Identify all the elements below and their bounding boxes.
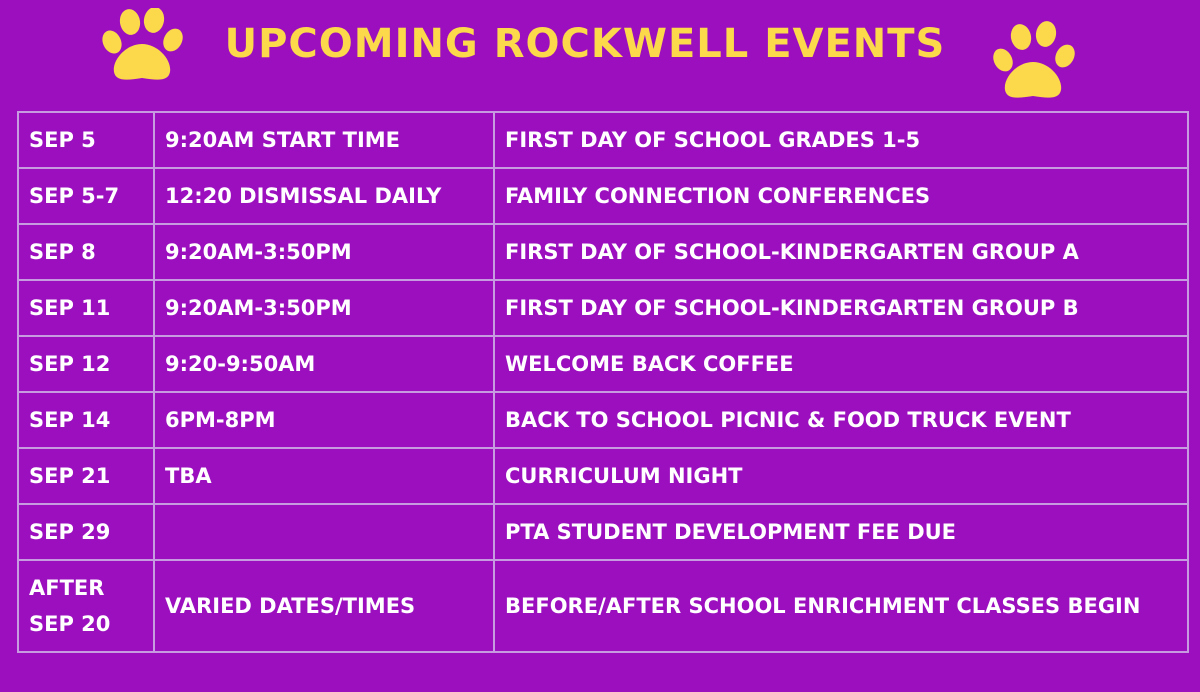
event-time: 12:20 DISMISSAL DAILY: [154, 168, 494, 224]
table-row: [18, 448, 1188, 504]
event-time: 6PM-8PM: [154, 392, 494, 448]
table-row: [18, 560, 1188, 652]
event-date: SEP 12: [18, 336, 154, 392]
header: [0, 0, 1200, 108]
event-description: FAMILY CONNECTION CONFERENCES: [494, 168, 1188, 224]
table-row: [18, 280, 1188, 336]
table-row: [18, 224, 1188, 280]
page-title: UPCOMING ROCKWELL EVENTS: [224, 21, 946, 67]
event-date: SEP 11: [18, 280, 154, 336]
event-description: PTA STUDENT DEVELOPMENT FEE DUE: [494, 504, 1188, 560]
event-time: VARIED DATES/TIMES: [154, 560, 494, 652]
events-table: [17, 111, 1189, 653]
event-time: 9:20AM START TIME: [154, 112, 494, 168]
event-description: WELCOME BACK COFFEE: [494, 336, 1188, 392]
table-row: [18, 336, 1188, 392]
event-description: FIRST DAY OF SCHOOL-KINDERGARTEN GROUP A: [494, 224, 1188, 280]
table-row: [18, 168, 1188, 224]
table-row: [18, 504, 1188, 560]
event-time: 9:20AM-3:50PM: [154, 280, 494, 336]
event-time: 9:20-9:50AM: [154, 336, 494, 392]
event-time: TBA: [154, 448, 494, 504]
paw-print-icon: [990, 20, 1076, 102]
table-row: [18, 112, 1188, 168]
event-description: BACK TO SCHOOL PICNIC & FOOD TRUCK EVENT: [494, 392, 1188, 448]
event-description: FIRST DAY OF SCHOOL GRADES 1-5: [494, 112, 1188, 168]
event-date: SEP 8: [18, 224, 154, 280]
event-description: CURRICULUM NIGHT: [494, 448, 1188, 504]
table-row: [18, 392, 1188, 448]
paw-print-icon: [100, 8, 186, 84]
event-date: SEP 14: [18, 392, 154, 448]
event-description: BEFORE/AFTER SCHOOL ENRICHMENT CLASSES BEGIN: [494, 560, 1188, 652]
event-date: SEP 29: [18, 504, 154, 560]
event-date: SEP 5-7: [18, 168, 154, 224]
event-description: FIRST DAY OF SCHOOL-KINDERGARTEN GROUP B: [494, 280, 1188, 336]
event-time: [154, 504, 494, 560]
event-time: 9:20AM-3:50PM: [154, 224, 494, 280]
event-date: SEP 5: [18, 112, 154, 168]
event-date: SEP 21: [18, 448, 154, 504]
event-date: AFTER SEP 20: [18, 560, 154, 652]
